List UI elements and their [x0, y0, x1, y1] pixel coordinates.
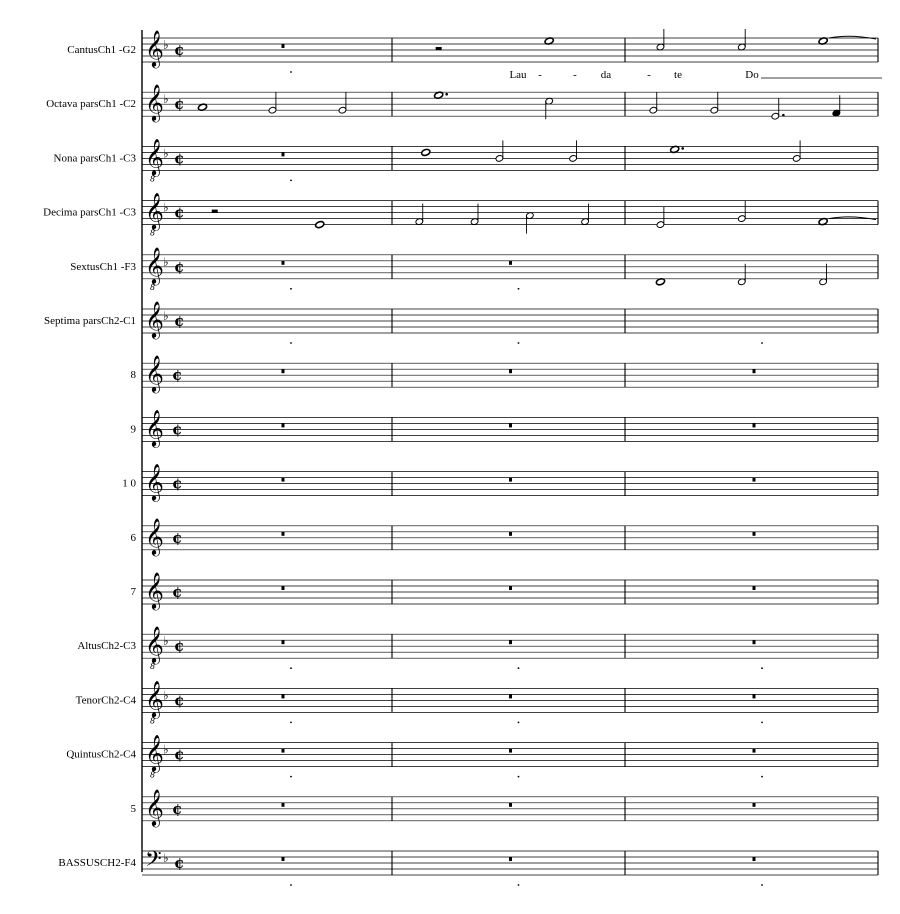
staff [43, 192, 878, 238]
staff [67, 29, 878, 73]
staff-dot [290, 884, 292, 886]
octave-marker-icon: 8 [150, 228, 156, 238]
half-rest-icon [436, 47, 442, 50]
staff-dot [290, 776, 292, 778]
octave-marker-icon: 8 [150, 174, 156, 184]
tie-curve [829, 217, 876, 220]
staff [77, 625, 878, 671]
staff-label: BASSUSCH2-F4 [58, 857, 136, 869]
staff [66, 734, 878, 780]
staff-label: SextusCh1 -F3 [70, 260, 136, 273]
staff [122, 463, 878, 502]
whole-rest-icon [509, 640, 512, 644]
whole-rest-icon [509, 586, 512, 590]
whole-rest-icon [753, 423, 756, 427]
staff [70, 246, 878, 292]
whole-rest-icon [282, 749, 285, 753]
staff-dot [290, 342, 292, 344]
whole-rest-icon [282, 803, 285, 807]
cut-time-icon: ¢ [174, 257, 185, 276]
staff-dot [290, 71, 292, 73]
cut-time-icon: ¢ [172, 474, 183, 493]
half-rest-icon [212, 210, 218, 213]
whole-rest-icon [753, 532, 756, 536]
staff-label: Octava parsCh1 -C2 [46, 98, 136, 111]
staff-label: 1 0 [122, 477, 136, 490]
treble-clef-icon: 𝄞 [145, 191, 164, 230]
staff-label: QuintusCh2-C4 [66, 748, 136, 761]
staff-label: 8 [130, 369, 136, 382]
treble-clef-icon: 𝄞 [145, 679, 164, 718]
treble-clef-icon: 𝄞 [145, 408, 164, 447]
treble-clef-icon: 𝄞 [145, 354, 164, 393]
treble-clef-icon: 𝄞 [145, 462, 164, 501]
treble-clef-icon: 𝄞 [145, 733, 164, 772]
whole-rest-icon [282, 586, 285, 590]
whole-rest-icon [509, 803, 512, 807]
staff-dot [761, 884, 763, 886]
cut-time-icon: ¢ [174, 149, 185, 168]
staff-label: Nona parsCh1 -C3 [53, 152, 136, 165]
whole-rest-icon [282, 640, 285, 644]
staff-dot [518, 342, 520, 344]
staff-dot [518, 722, 520, 724]
octave-marker-icon: 8 [150, 662, 156, 672]
staff [131, 571, 879, 610]
staff-dot [290, 722, 292, 724]
whole-rest-icon [509, 369, 512, 373]
staff [131, 788, 879, 827]
cut-time-icon: ¢ [174, 95, 185, 114]
whole-rest-icon [509, 694, 512, 698]
whole-rest-icon [753, 749, 756, 753]
whole-rest-icon [282, 152, 285, 156]
whole-rest-icon [282, 369, 285, 373]
tie-curve [829, 36, 876, 39]
treble-clef-icon: 𝄞 [145, 787, 164, 826]
staff-dot [761, 776, 763, 778]
staff [131, 354, 879, 393]
staff-dot [290, 667, 292, 669]
cut-time-icon: ¢ [174, 203, 185, 222]
cut-time-icon: ¢ [172, 799, 183, 818]
flat-icon: ♭ [163, 92, 169, 107]
whole-rest-icon [753, 803, 756, 807]
whole-rest-icon [753, 586, 756, 590]
bass-clef-icon: 𝄢 [145, 847, 162, 877]
flat-icon: ♭ [163, 309, 169, 323]
staff-label: 5 [130, 802, 136, 815]
staff [58, 847, 878, 886]
staff-label: 9 [130, 423, 136, 436]
staff-dot [761, 667, 763, 669]
cut-time-icon: ¢ [172, 583, 183, 601]
flat-icon: ♭ [163, 146, 169, 161]
staff-dot [518, 667, 520, 669]
whole-rest-icon [509, 749, 512, 753]
octave-marker-icon: 8 [150, 770, 156, 780]
whole-rest-icon [509, 478, 512, 482]
staff-dot [518, 776, 520, 778]
staff [76, 679, 878, 725]
staff [131, 408, 879, 447]
staff-label: Septima parsCh2-C1 [44, 315, 136, 327]
cut-time-icon: ¢ [174, 854, 185, 872]
staff-label: CantusCh1 -G2 [67, 44, 136, 56]
treble-clef-icon: 𝄞 [145, 137, 164, 176]
whole-rest-icon [282, 857, 285, 861]
flat-icon: ♭ [163, 742, 169, 757]
whole-rest-icon [753, 857, 756, 861]
cut-time-icon: ¢ [174, 41, 185, 59]
whole-rest-icon [753, 478, 756, 482]
whole-rest-icon [282, 478, 285, 482]
staff-dot [290, 288, 292, 290]
treble-clef-icon: 𝄞 [145, 625, 164, 664]
flat-icon: ♭ [163, 634, 169, 649]
whole-rest-icon [509, 532, 512, 536]
lyric-syllable: da [600, 69, 612, 81]
lyric-syllable: - [573, 69, 577, 81]
staff-label: TenorCh2-C4 [75, 694, 136, 707]
staff [46, 83, 878, 122]
staff-dot [290, 180, 292, 182]
treble-clef-icon: 𝄞 [145, 571, 164, 609]
treble-clef-icon: 𝄞 [145, 83, 164, 122]
treble-clef-icon: 𝄞 [145, 516, 164, 555]
flat-icon: ♭ [163, 688, 169, 703]
staff-dot [761, 722, 763, 724]
staff [131, 517, 879, 556]
cut-time-icon: ¢ [172, 528, 183, 547]
lyric-syllable: Do [745, 69, 759, 81]
staff [54, 137, 879, 183]
cut-time-icon: ¢ [172, 420, 183, 439]
cut-time-icon: ¢ [172, 366, 183, 385]
whole-rest-icon [509, 423, 512, 427]
flat-icon: ♭ [163, 851, 169, 865]
whole-rest-icon [509, 261, 512, 265]
staff-label: AltusCh2-C3 [77, 640, 136, 653]
flat-icon: ♭ [163, 200, 169, 215]
whole-rest-icon [753, 694, 756, 698]
staff-dot [518, 288, 520, 290]
staff-label: 7 [130, 586, 136, 598]
staff [44, 300, 878, 344]
note-head [315, 220, 325, 228]
lyric-syllable: - [647, 69, 651, 81]
whole-rest-icon [282, 261, 285, 265]
whole-rest-icon [282, 532, 285, 536]
treble-clef-icon: 𝄞 [145, 245, 164, 284]
cut-time-icon: ¢ [174, 745, 185, 764]
lyrics-line [509, 69, 882, 81]
whole-rest-icon [282, 423, 285, 427]
lyric-syllable: Lau [509, 69, 527, 81]
treble-clef-icon: 𝄞 [145, 300, 164, 338]
note-head [421, 148, 431, 156]
octave-marker-icon: 8 [150, 282, 156, 292]
cut-time-icon: ¢ [174, 312, 185, 330]
whole-rest-icon [509, 857, 512, 861]
note-dot [681, 147, 684, 150]
cut-time-icon: ¢ [174, 637, 185, 656]
flat-icon: ♭ [163, 254, 169, 269]
note-dot [445, 93, 448, 96]
whole-rest-icon [753, 369, 756, 373]
whole-rest-icon [753, 640, 756, 644]
staff-label: 6 [130, 531, 136, 544]
cut-time-icon: ¢ [174, 691, 185, 710]
staff-label: Decima parsCh1 -C3 [43, 206, 136, 219]
whole-rest-icon [282, 694, 285, 698]
flat-icon: ♭ [163, 38, 169, 52]
note-dot [782, 114, 785, 117]
whole-rest-icon [282, 44, 285, 48]
lyric-syllable: te [674, 69, 682, 81]
treble-clef-icon: 𝄞 [145, 29, 164, 67]
staff-dot [518, 884, 520, 886]
octave-marker-icon: 8 [150, 716, 156, 726]
lyric-syllable: - [538, 69, 542, 81]
staff-dot [761, 342, 763, 344]
